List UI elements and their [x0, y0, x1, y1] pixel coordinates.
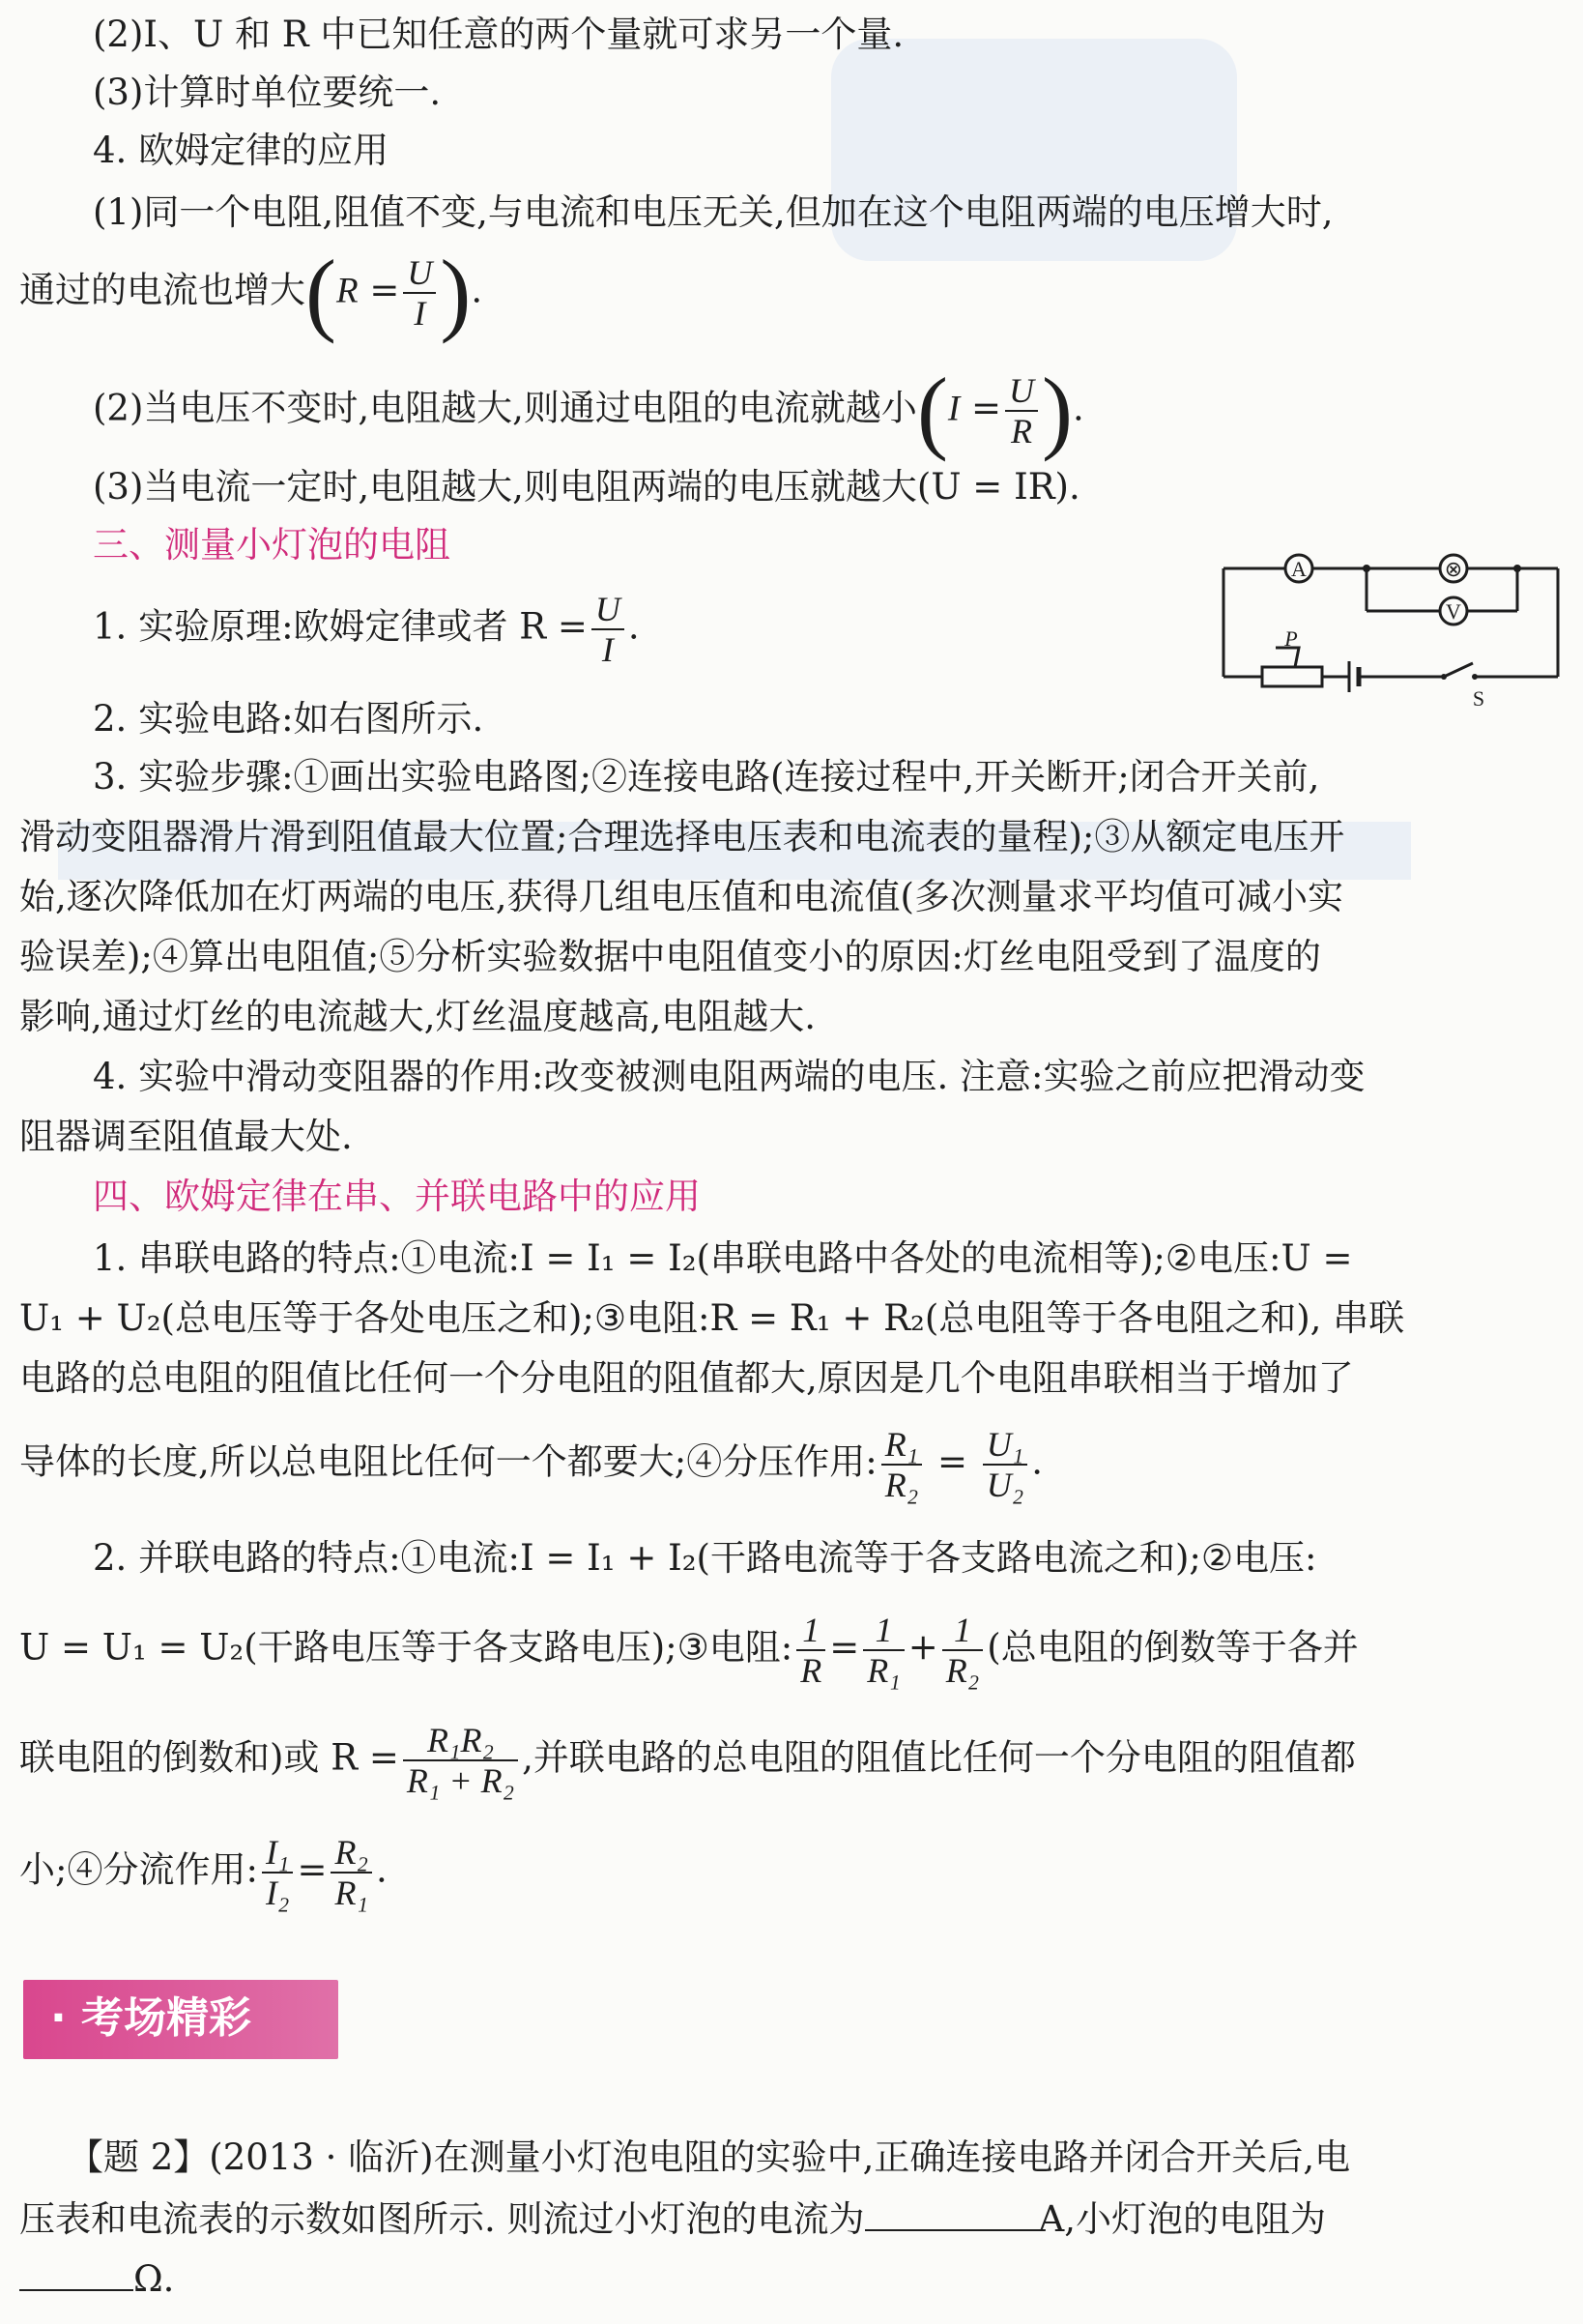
formula-eq: = [369, 269, 400, 311]
text-line: (2)I、U 和 R 中已知任意的两个量就可求另一个量. [93, 14, 905, 55]
text-line: 滑动变阻器滑片滑到阻值最大位置;合理选择电压表和电流表的量程);③从额定电压开 [19, 816, 1345, 857]
formula-plus: + [907, 1626, 938, 1669]
switch-contact [1472, 674, 1478, 680]
text-line: 3. 实验步骤:①画出实验电路图;②连接电路(连接过程中,开关断开;闭合开关前, [93, 756, 1320, 798]
denominator: R₁ + R₂ [403, 1759, 518, 1800]
numerator: U [1009, 371, 1035, 410]
section-heading: 四、欧姆定律在串、并联电路中的应用 [93, 1176, 701, 1217]
numerator: 1 [875, 1611, 893, 1649]
denominator: R₂ [942, 1649, 984, 1690]
numerator: U [407, 253, 433, 292]
text-line: (1)同一个电阻,阻值不变,与电流和电压无关,但加在这个电阻两端的电压增大时, [93, 191, 1334, 233]
text-line: 2. 并联电路的特点:①电流:I = I₁ + I₂(干路电流等于各支路电流之和);②电压: [93, 1537, 1317, 1579]
numerator: 1 [954, 1611, 972, 1649]
text-line: 4. 实验中滑动变阻器的作用:改变被测电阻两端的电压. 注意:实验之前应把滑动变 [93, 1056, 1366, 1097]
numerator: U [594, 590, 620, 628]
denominator: I [403, 292, 436, 333]
text: 联电阻的倒数和)或 R = [19, 1736, 399, 1779]
answer-blank-current[interactable] [865, 2200, 1039, 2231]
text: ,并联电路的总电阻的阻值比任何一个分电阻的阻值都 [522, 1736, 1356, 1779]
denominator: I₂ [262, 1872, 294, 1912]
answer-blank-resistance[interactable] [19, 2260, 133, 2291]
switch-contact [1441, 674, 1447, 680]
slider-label: P [1284, 626, 1298, 651]
formula-eq: = [936, 1440, 967, 1483]
exam-highlights-banner [23, 1980, 338, 2059]
numerator: R₁R₂ [426, 1721, 494, 1759]
denominator: R [796, 1649, 825, 1690]
text: 通过的电流也增大 [19, 269, 305, 311]
text-line-formula: 1. 实验原理:欧姆定律或者 R = $\frac{U}{I}$ . [93, 590, 640, 669]
fraction-u-over-r [1005, 371, 1038, 450]
voltmeter-label: V [1446, 599, 1461, 624]
junction-dot [1363, 565, 1370, 572]
section-item: 4. 欧姆定律的应用 [93, 130, 389, 171]
lamp-symbol: ⊗ [1444, 557, 1463, 581]
text-line-formula: 通过的电流也增大(R = $\frac{U}{I}$ ). [19, 241, 483, 344]
text-line-formula [19, 1721, 1356, 1800]
denominator: R [1005, 410, 1038, 450]
fraction-1-over-r [796, 1611, 825, 1690]
fraction-1-over-r1 [863, 1611, 905, 1690]
question-text: Ω. [133, 2258, 175, 2300]
fraction-u1-over-u2 [983, 1425, 1028, 1504]
fraction-r1-over-r2 [881, 1425, 923, 1504]
rheostat-body [1262, 667, 1322, 686]
text: (2)当电压不变时,电阻越大,则通过电阻的电流就越小 [93, 387, 917, 429]
text: U = U₁ = U₂(干路电压等于各支路电压);③电阻: [19, 1626, 793, 1669]
formula-eq: = [829, 1626, 860, 1669]
text-line: (3)计算时单位要统一. [93, 72, 442, 113]
fraction-u-over-i [591, 590, 624, 669]
text: (总电阻的倒数等于各并 [987, 1626, 1359, 1669]
right-paren: ) [1042, 359, 1073, 462]
switch-blade [1444, 663, 1473, 677]
question-line [19, 2256, 174, 2303]
fraction-u-over-i [403, 253, 436, 333]
fraction-i1-over-i2 [262, 1833, 294, 1912]
fraction-r2-over-r1 [331, 1833, 372, 1912]
formula-var: I [947, 389, 961, 429]
formula-eq: = [971, 387, 1002, 429]
text-line: 电路的总电阻的阻值比任何一个分电阻的阻值都大,原因是几个电阻串联相当于增加了 [19, 1357, 1354, 1399]
text-line-formula: 小;④分流作用: $\frac{\text{I₁}}{\text{I₂}}$ = $\frac{\text{R₂}}{\text{R₁}}$ . [19, 1833, 388, 1912]
circuit-diagram [1212, 547, 1579, 712]
fraction-parallel-resistance [403, 1721, 518, 1800]
numerator: R₂ [334, 1833, 368, 1872]
text-line-formula [19, 1611, 1359, 1690]
numerator: U₁ [986, 1425, 1024, 1464]
question-line [19, 2196, 1326, 2243]
formula-eq: = [297, 1848, 328, 1891]
text-line: 2. 实验电路:如右图所示. [93, 698, 484, 740]
text-line: 始,逐次降低加在灯两端的电压,获得几组电压值和电流值(多次测量求平均值可减小实 [19, 876, 1343, 917]
text-line-formula: (2)当电压不变时,电阻越大,则通过电阻的电流就越小(I = $\frac{U}{R}$ ). [93, 359, 1084, 462]
text-line: 阻器调至阻值最大处. [19, 1116, 353, 1157]
text: 导体的长度,所以总电阻比任何一个都要大;④分压作用: [19, 1440, 878, 1483]
numerator: I₁ [265, 1833, 290, 1872]
denominator: U₂ [983, 1464, 1028, 1504]
text-line: 1. 串联电路的特点:①电流:I = I₁ = I₂(串联电路中各处的电流相等);②电压:U = [93, 1237, 1353, 1279]
text: 小;④分流作用: [19, 1848, 258, 1891]
switch-label: S [1472, 686, 1485, 711]
fraction-1-over-r2 [942, 1611, 984, 1690]
text: 1. 实验原理:欧姆定律或者 R = [93, 605, 588, 648]
text-line-formula: 导体的长度,所以总电阻比任何一个都要大;④分压作用: $\frac{\text{R₁}}{\text{R₂}}$ = $\frac{\text{U₁}}{\text{U₂}}$ . [19, 1425, 1044, 1504]
denominator: R₁ [863, 1649, 905, 1690]
banner-title: · 考场精彩 [50, 1993, 252, 2043]
text-line: 影响,通过灯丝的电流越大,灯丝温度越高,电阻越大. [19, 996, 817, 1037]
section-heading: 三、测量小灯泡的电阻 [93, 524, 450, 566]
question-line: 【题 2】(2013 · 临沂)在测量小灯泡电阻的实验中,正确连接电路并闭合开关后,电 [68, 2136, 1351, 2178]
junction-dot [1513, 565, 1521, 572]
question-text: A,小灯泡的电阻为 [1038, 2198, 1327, 2240]
denominator: R₁ [331, 1872, 372, 1912]
text-line: (3)当电流一定时,电阻越大,则电阻两端的电压就越大(U = IR). [93, 466, 1080, 508]
denominator: I [591, 628, 624, 669]
slider-arrow [1276, 648, 1299, 667]
left-paren: ( [305, 241, 336, 344]
text-line: U₁ + U₂(总电压等于各处电压之和);③电阻:R = R₁ + R₂(总电阻等于各电阻之和), 串联 [19, 1297, 1405, 1339]
right-paren: ) [440, 241, 472, 344]
numerator: R₁ [884, 1425, 919, 1464]
left-paren: ( [916, 359, 948, 462]
question-text: 压表和电流表的示数如图所示. 则流过小灯泡的电流为 [19, 2198, 865, 2240]
ammeter-label: A [1291, 557, 1307, 581]
denominator: R₂ [881, 1464, 923, 1504]
numerator: 1 [802, 1611, 820, 1649]
formula-var: R [335, 271, 359, 311]
text-line: 验误差);④算出电阻值;⑤分析实验数据中电阻值变小的原因:灯丝电阻受到了温度的 [19, 936, 1321, 977]
